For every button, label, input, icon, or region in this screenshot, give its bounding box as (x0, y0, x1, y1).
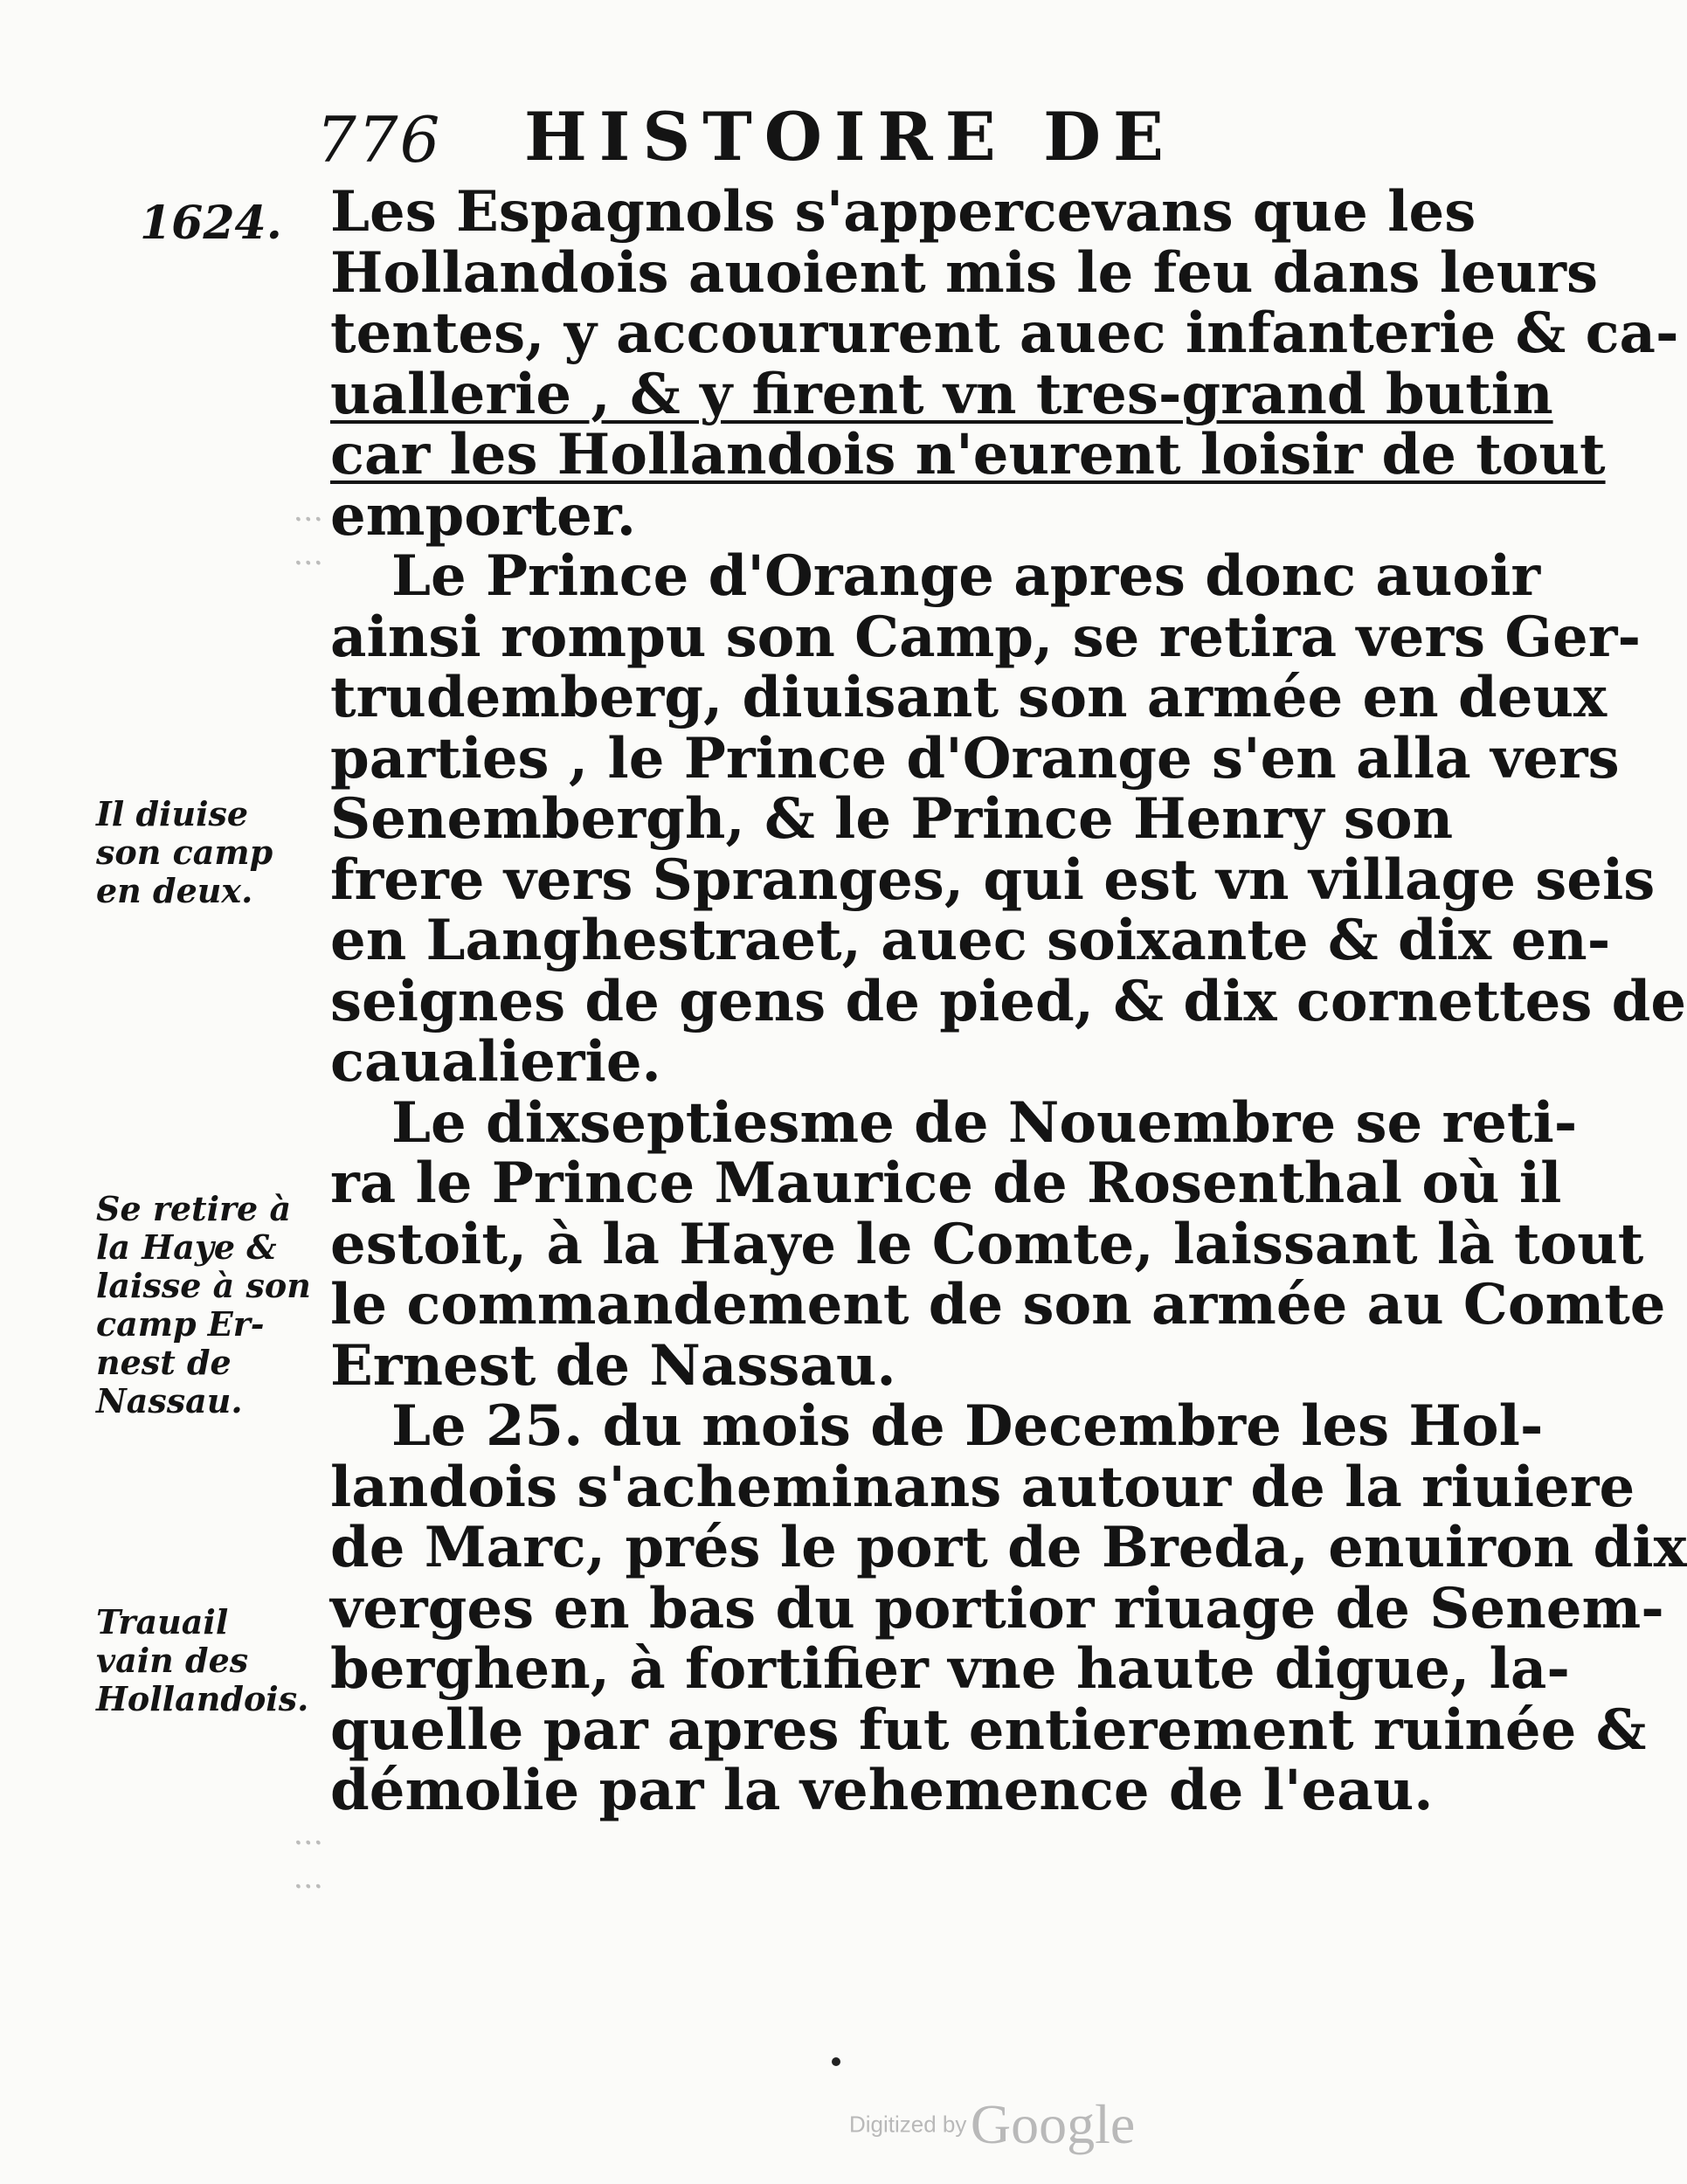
margin-note-line: en deux. (96, 871, 253, 910)
margin-note-line: la Haye & (96, 1227, 277, 1267)
text-line: démolie par la vehemence de l'eau. (330, 1758, 1434, 1823)
bleed-through-top (105, 489, 323, 577)
text-line: Le Prince d'Orange apres donc auoir (391, 543, 1541, 609)
margin-note-line: camp Er- (96, 1304, 265, 1344)
running-title: HISTOIRE DE (524, 98, 1176, 176)
text-line: ainsi rompu son Camp, se retira vers Ger- (330, 604, 1641, 670)
text-line: ra le Prince Maurice de Rosenthal où il (330, 1151, 1562, 1216)
page-number: 776 (316, 103, 442, 176)
text-line: de Marc, prés le port de Breda, enuiron dix (330, 1515, 1687, 1580)
text-line: Senembergh, & le Prince Henry son (330, 786, 1454, 852)
margin-year: 1624. (140, 197, 282, 250)
margin-note-line: laisse à son (96, 1266, 311, 1305)
text-line: le commandement de son armée au Comte (330, 1272, 1666, 1337)
google-logo: Google (970, 2093, 1136, 2155)
ink-speck (832, 2057, 840, 2066)
text-line: landois s'acheminans autour de la riuiere (330, 1454, 1635, 1520)
text-line: berghen, à fortifier vne haute digue, la- (330, 1636, 1570, 1702)
bleed-through-bottom (105, 1813, 323, 1900)
bleed-through-line: ... (293, 493, 323, 529)
body-text (330, 179, 1687, 1823)
text-line: Ernest de Nassau. (330, 1332, 896, 1399)
margin-note-line: vain des (96, 1641, 249, 1680)
margin-note-retire (96, 1190, 328, 1420)
text-line: tentes, y accoururent auec infanterie & ca- (330, 301, 1679, 366)
digitized-label: Digitized by (849, 2111, 967, 2138)
text-line: parties , le Prince d'Orange s'en alla vers (330, 725, 1620, 791)
digitized-by-watermark (849, 2092, 1135, 2157)
text-line: caualierie. (330, 1029, 661, 1095)
text-line: car les Hollandois n'eurent loisir de tout (330, 422, 1606, 487)
text-line: uallerie , & y firent vn tres-grand butin (330, 361, 1553, 427)
text-line: Hollandois auoient mis le feu dans leurs (330, 239, 1599, 306)
margin-note-line: Trauail (96, 1602, 229, 1641)
text-line: Les Espagnols s'appercevans que les (330, 179, 1476, 245)
text-line: Le dixseptiesme de Nouembre se reti- (391, 1089, 1578, 1156)
bleed-through-line: ... (293, 1816, 323, 1852)
text-line: estoit, à la Haye le Comte, laissant là tout (330, 1211, 1644, 1277)
text-line: emporter. (330, 482, 636, 549)
margin-note-line: Il diuise (96, 794, 249, 833)
text-line: seignes de gens de pied, & dix cornettes de (330, 968, 1687, 1034)
text-line: en Langhestraet, auec soixante & dix en- (330, 908, 1611, 973)
margin-note-line: Se retire à (96, 1189, 292, 1228)
margin-note-line: son camp (96, 833, 273, 872)
text-line: verges en bas du portior riuage de Senem- (330, 1575, 1664, 1641)
bleed-through-line: ... (293, 1860, 323, 1896)
margin-note-divise (96, 795, 328, 910)
margin-note-line: Nassau. (96, 1381, 243, 1420)
margin-note-trauail (96, 1603, 328, 1718)
margin-note-line: Hollandois. (96, 1679, 309, 1718)
text-line: quelle par apres fut entierement ruinée & (330, 1697, 1647, 1763)
bleed-through-line: ... (293, 536, 323, 572)
margin-note-line: nest de (96, 1343, 232, 1382)
text-line: frere vers Spranges, qui est vn village seis (330, 847, 1656, 913)
text-line: trudemberg, diuisant son armée en deux (330, 665, 1607, 730)
text-line: Le 25. du mois de Decembre les Hol- (391, 1393, 1544, 1459)
